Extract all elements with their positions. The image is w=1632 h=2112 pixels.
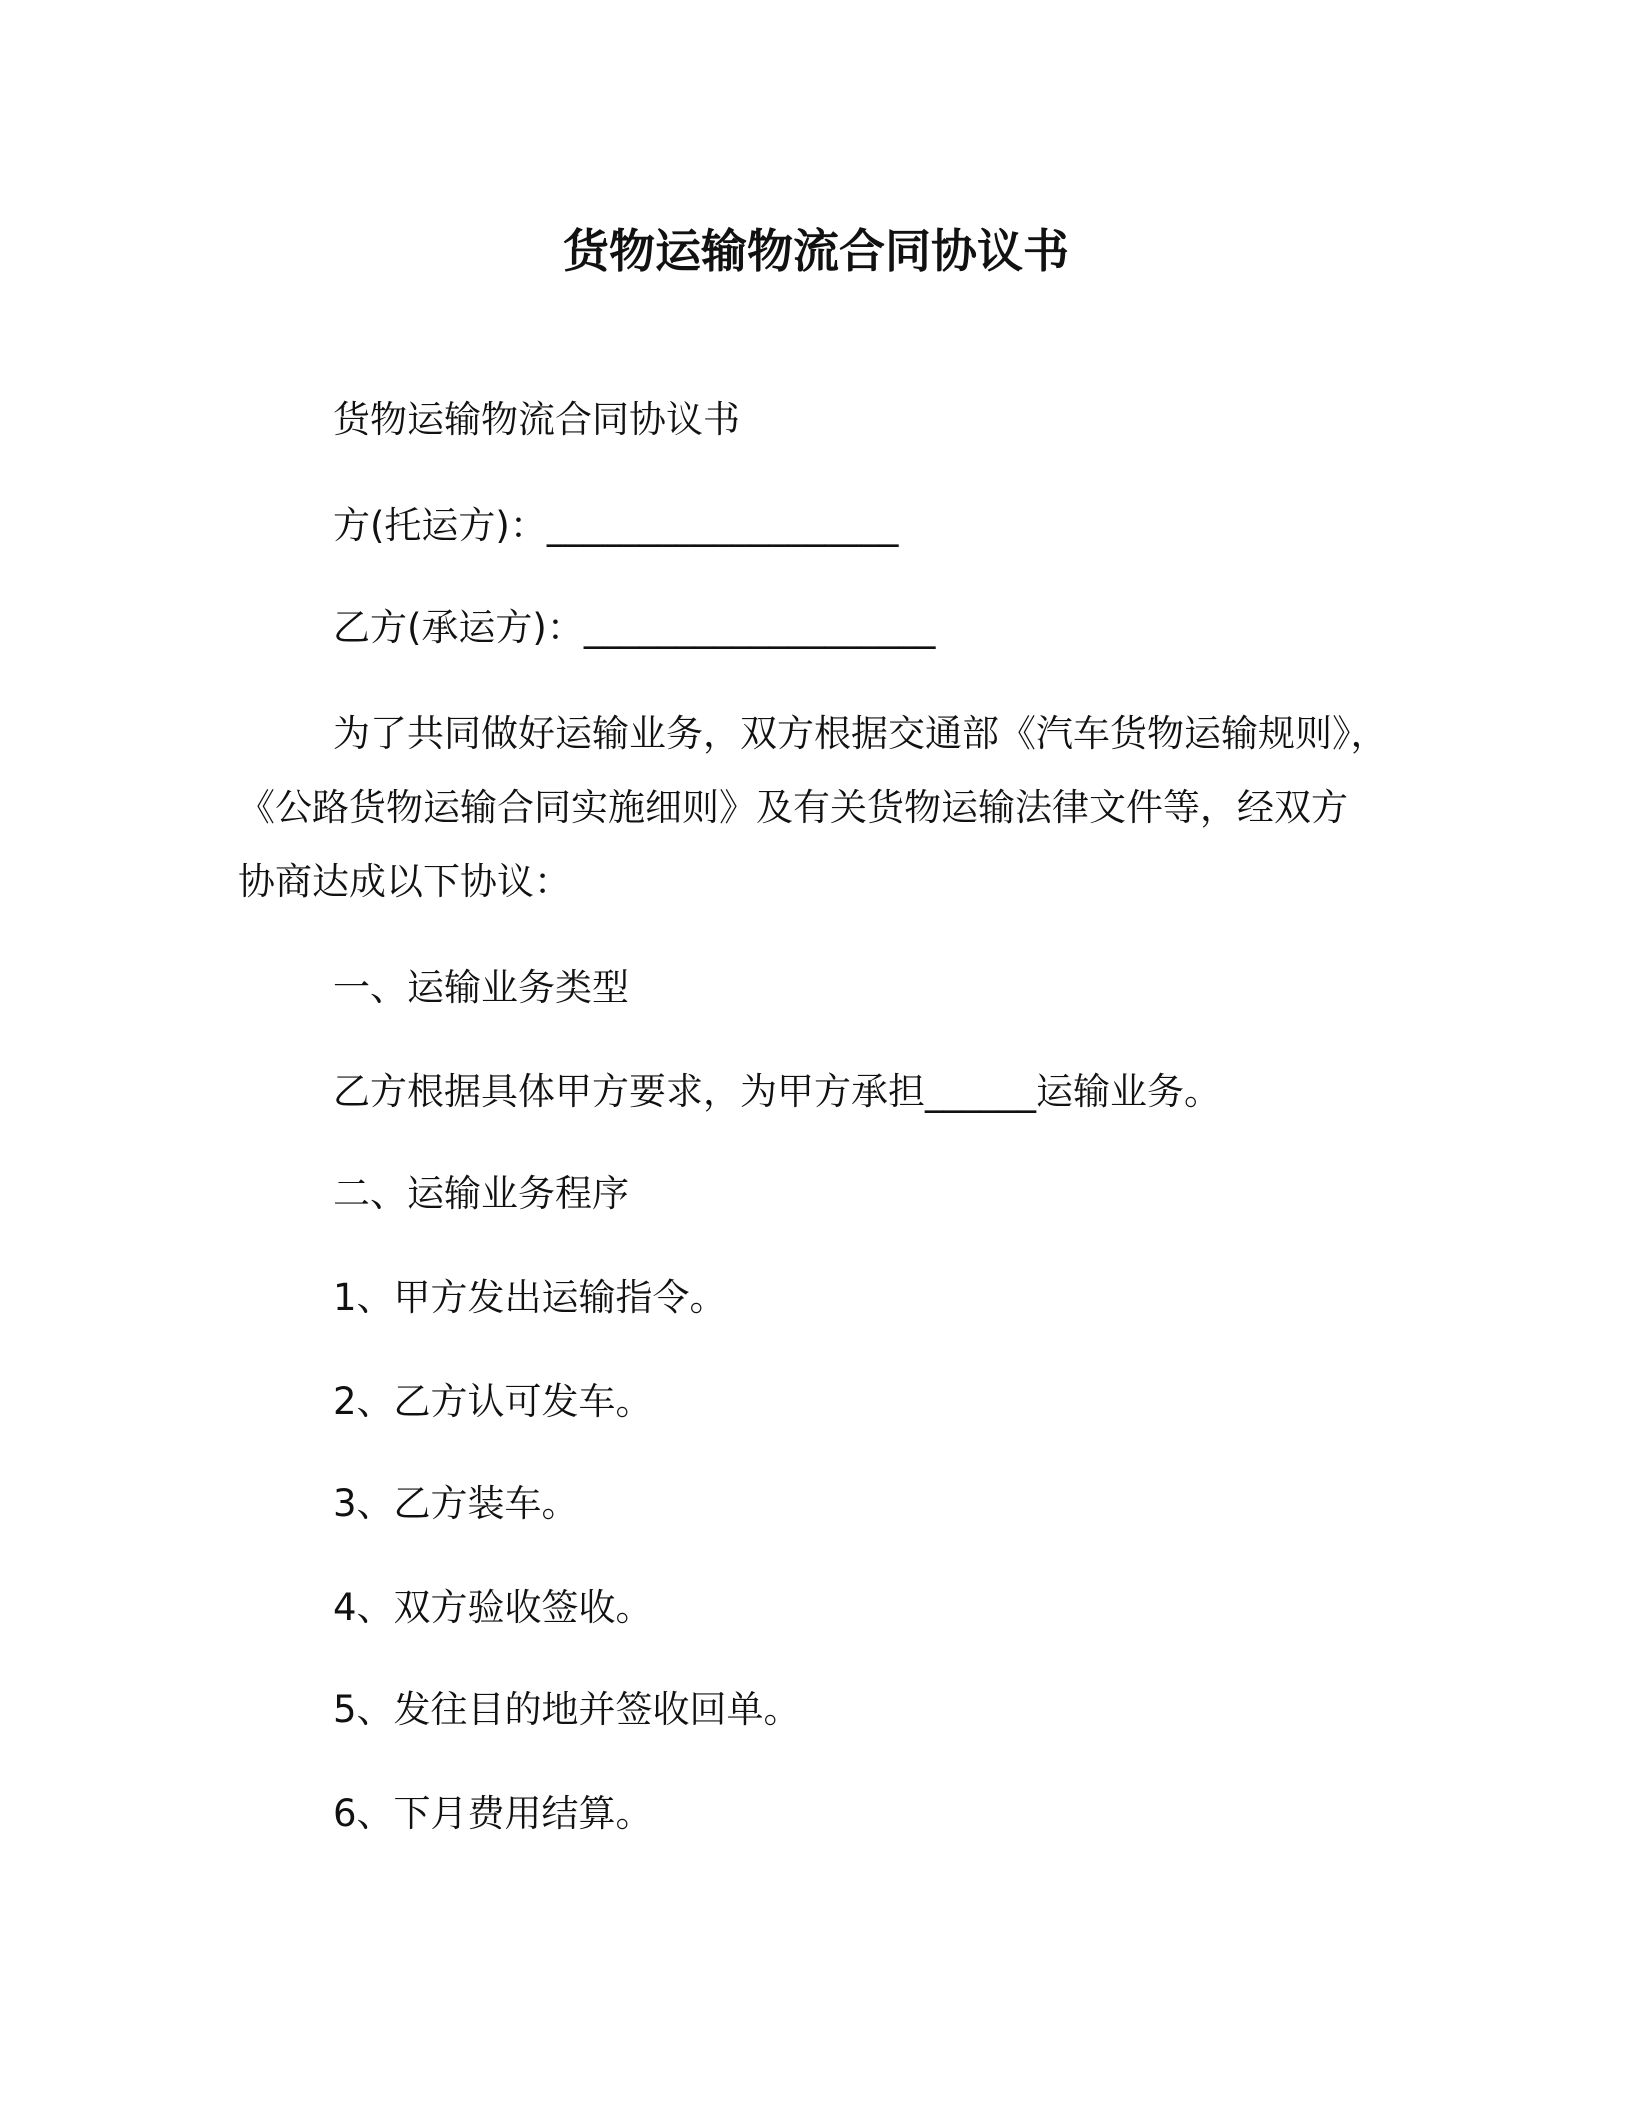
section-1-heading: 一、运输业务类型: [333, 966, 629, 1009]
intro-line-3: 协商达成以下协议：: [238, 860, 571, 903]
list-item: 6、下月费用结算。: [333, 1792, 653, 1835]
section-1-body: 乙方根据具体甲方要求，为甲方承担______运输业务。: [333, 1070, 1221, 1113]
party-b-field: 乙方(承运方)：___________________: [333, 606, 936, 649]
list-item: 2、乙方认可发车。: [333, 1380, 653, 1423]
party-a-field: 方(托运方)：___________________: [333, 504, 899, 547]
list-item: 1、甲方发出运输指令。: [333, 1276, 727, 1319]
section-2-heading: 二、运输业务程序: [333, 1172, 629, 1215]
intro-line-1: 为了共同做好运输业务，双方根据交通部《汽车货物运输规则》，: [333, 712, 1388, 755]
document-title: 货物运输物流合同协议书: [563, 224, 1069, 278]
list-item: 3、乙方装车。: [333, 1482, 579, 1525]
list-item: 4、双方验收签收。: [333, 1586, 653, 1629]
intro-line-2: 《公路货物运输合同实施细则》及有关货物运输法律文件等，经双方: [238, 786, 1348, 829]
list-item: 5、发往目的地并签收回单。: [333, 1688, 801, 1731]
document-subtitle: 货物运输物流合同协议书: [333, 398, 740, 441]
